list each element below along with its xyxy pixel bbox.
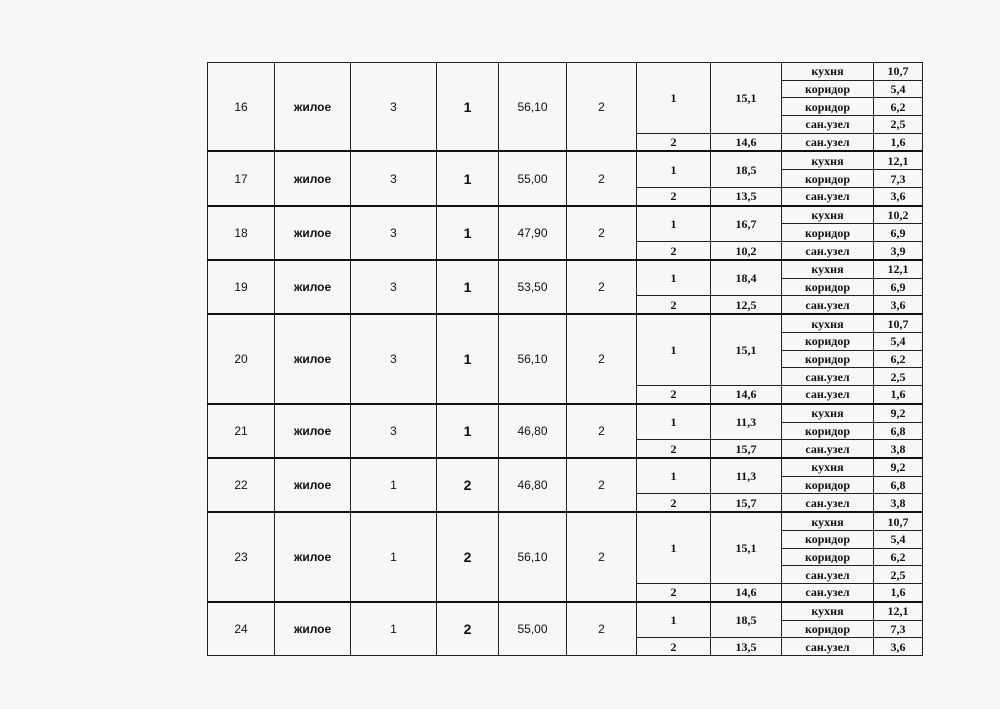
aux-room-area: 10,7 [874,512,923,530]
room-area: 10,2 [711,242,782,260]
col-3-value: 1 [351,458,437,512]
aux-room-area: 6,2 [874,98,923,116]
aux-room-area: 3,6 [874,187,923,205]
aux-room-name: сан.узел [782,494,874,512]
apartment-number: 21 [208,404,275,458]
aux-room-name: коридор [782,620,874,638]
col-4-value: 2 [437,602,499,656]
apartment-type: жилое [275,602,351,656]
room-area: 11,3 [711,404,782,440]
col-6-value: 2 [567,151,637,205]
col-4-value: 1 [437,260,499,314]
col-3-value: 3 [351,151,437,205]
table-row [208,458,923,476]
aux-room-name: коридор [782,224,874,242]
col-6-value: 2 [567,63,637,152]
room-area: 13,5 [711,187,782,205]
aux-room-area: 2,5 [874,115,923,133]
aux-room-name: сан.узел [782,566,874,584]
room-number: 2 [637,187,711,205]
apartment-number: 23 [208,512,275,602]
apartment-table-page [207,62,922,656]
col-6-value: 2 [567,458,637,512]
room-number: 2 [637,242,711,260]
aux-room-name: коридор [782,98,874,116]
apartment-number: 19 [208,260,275,314]
aux-room-name: сан.узел [782,583,874,601]
aux-room-name: кухня [782,260,874,278]
col-4-value: 1 [437,314,499,404]
aux-room-name: кухня [782,404,874,422]
aux-room-area: 6,2 [874,350,923,368]
aux-room-area: 3,8 [874,494,923,512]
col-6-value: 2 [567,206,637,260]
table-row [208,260,923,278]
room-area: 18,4 [711,260,782,296]
col-4-value: 2 [437,458,499,512]
room-number: 1 [637,512,711,583]
apartment-type: жилое [275,260,351,314]
room-area: 15,1 [711,314,782,385]
col-3-value: 1 [351,512,437,602]
room-area: 15,7 [711,440,782,458]
aux-room-name: коридор [782,422,874,440]
aux-room-area: 3,6 [874,638,923,656]
aux-room-name: сан.узел [782,133,874,151]
apartment-type: жилое [275,206,351,260]
aux-room-area: 10,7 [874,314,923,332]
aux-room-name: кухня [782,314,874,332]
room-area: 14,6 [711,385,782,403]
aux-room-area: 9,2 [874,458,923,476]
col-3-value: 3 [351,314,437,404]
room-number: 2 [637,296,711,314]
room-number: 1 [637,63,711,134]
col-6-value: 2 [567,512,637,602]
aux-room-name: сан.узел [782,115,874,133]
room-area: 18,5 [711,602,782,638]
aux-room-area: 2,5 [874,368,923,386]
apartment-number: 24 [208,602,275,656]
table-row [208,512,923,530]
aux-room-name: сан.узел [782,368,874,386]
aux-room-name: сан.узел [782,638,874,656]
aux-room-name: сан.узел [782,187,874,205]
room-number: 2 [637,638,711,656]
col-3-value: 1 [351,602,437,656]
room-area: 18,5 [711,151,782,187]
aux-room-area: 6,8 [874,476,923,494]
aux-room-area: 3,6 [874,296,923,314]
aux-room-name: сан.узел [782,385,874,403]
apartment-type: жилое [275,151,351,205]
aux-room-name: сан.узел [782,440,874,458]
room-number: 2 [637,385,711,403]
aux-room-name: кухня [782,602,874,620]
col-6-value: 2 [567,602,637,656]
aux-room-name: кухня [782,206,874,224]
aux-room-name: коридор [782,332,874,350]
total-area: 56,10 [499,512,567,602]
aux-room-area: 1,6 [874,133,923,151]
room-area: 11,3 [711,458,782,494]
room-area: 13,5 [711,638,782,656]
apartment-type: жилое [275,404,351,458]
table-row [208,63,923,81]
aux-room-area: 10,7 [874,63,923,81]
total-area: 47,90 [499,206,567,260]
apartment-type: жилое [275,458,351,512]
aux-room-area: 3,9 [874,242,923,260]
aux-room-area: 6,2 [874,548,923,566]
total-area: 53,50 [499,260,567,314]
aux-room-name: сан.узел [782,242,874,260]
aux-room-name: коридор [782,548,874,566]
room-number: 1 [637,458,711,494]
room-number: 1 [637,206,711,242]
apartment-type: жилое [275,314,351,404]
total-area: 55,00 [499,602,567,656]
aux-room-area: 7,3 [874,170,923,188]
aux-room-area: 12,1 [874,151,923,169]
aux-room-area: 12,1 [874,260,923,278]
col-4-value: 2 [437,512,499,602]
aux-room-area: 6,9 [874,224,923,242]
col-4-value: 1 [437,63,499,152]
aux-room-name: кухня [782,458,874,476]
col-6-value: 2 [567,260,637,314]
table-row [208,206,923,224]
room-number: 1 [637,151,711,187]
col-6-value: 2 [567,404,637,458]
aux-room-area: 2,5 [874,566,923,584]
room-number: 2 [637,583,711,601]
aux-room-area: 9,2 [874,404,923,422]
table-row [208,151,923,169]
aux-room-area: 5,4 [874,332,923,350]
aux-room-area: 3,8 [874,440,923,458]
room-number: 1 [637,260,711,296]
room-area: 14,6 [711,583,782,601]
room-area: 16,7 [711,206,782,242]
room-number: 2 [637,440,711,458]
aux-room-name: коридор [782,350,874,368]
aux-room-area: 6,8 [874,422,923,440]
col-4-value: 1 [437,206,499,260]
table-row [208,314,923,332]
room-area: 12,5 [711,296,782,314]
room-area: 15,1 [711,63,782,134]
room-number: 1 [637,314,711,385]
room-area: 15,1 [711,512,782,583]
table-row [208,602,923,620]
aux-room-name: кухня [782,63,874,81]
room-number: 1 [637,404,711,440]
total-area: 56,10 [499,314,567,404]
table-row [208,404,923,422]
apartment-table [207,62,923,656]
aux-room-area: 10,2 [874,206,923,224]
aux-room-area: 6,9 [874,278,923,296]
aux-room-name: коридор [782,531,874,549]
apartment-number: 17 [208,151,275,205]
aux-room-name: кухня [782,512,874,530]
col-4-value: 1 [437,404,499,458]
col-3-value: 3 [351,63,437,152]
apartment-number: 18 [208,206,275,260]
col-6-value: 2 [567,314,637,404]
total-area: 46,80 [499,458,567,512]
room-number: 1 [637,602,711,638]
col-4-value: 1 [437,151,499,205]
total-area: 56,10 [499,63,567,152]
total-area: 46,80 [499,404,567,458]
apartment-type: жилое [275,63,351,152]
room-area: 14,6 [711,133,782,151]
aux-room-name: коридор [782,476,874,494]
aux-room-area: 5,4 [874,80,923,98]
aux-room-name: коридор [782,170,874,188]
aux-room-name: кухня [782,151,874,169]
aux-room-area: 7,3 [874,620,923,638]
room-number: 2 [637,494,711,512]
col-3-value: 3 [351,206,437,260]
total-area: 55,00 [499,151,567,205]
apartment-number: 16 [208,63,275,152]
col-3-value: 3 [351,260,437,314]
aux-room-name: коридор [782,278,874,296]
aux-room-area: 1,6 [874,583,923,601]
aux-room-area: 5,4 [874,531,923,549]
apartment-type: жилое [275,512,351,602]
aux-room-name: сан.узел [782,296,874,314]
room-number: 2 [637,133,711,151]
aux-room-name: коридор [782,80,874,98]
aux-room-area: 1,6 [874,385,923,403]
col-3-value: 3 [351,404,437,458]
aux-room-area: 12,1 [874,602,923,620]
room-area: 15,7 [711,494,782,512]
apartment-number: 20 [208,314,275,404]
apartment-number: 22 [208,458,275,512]
